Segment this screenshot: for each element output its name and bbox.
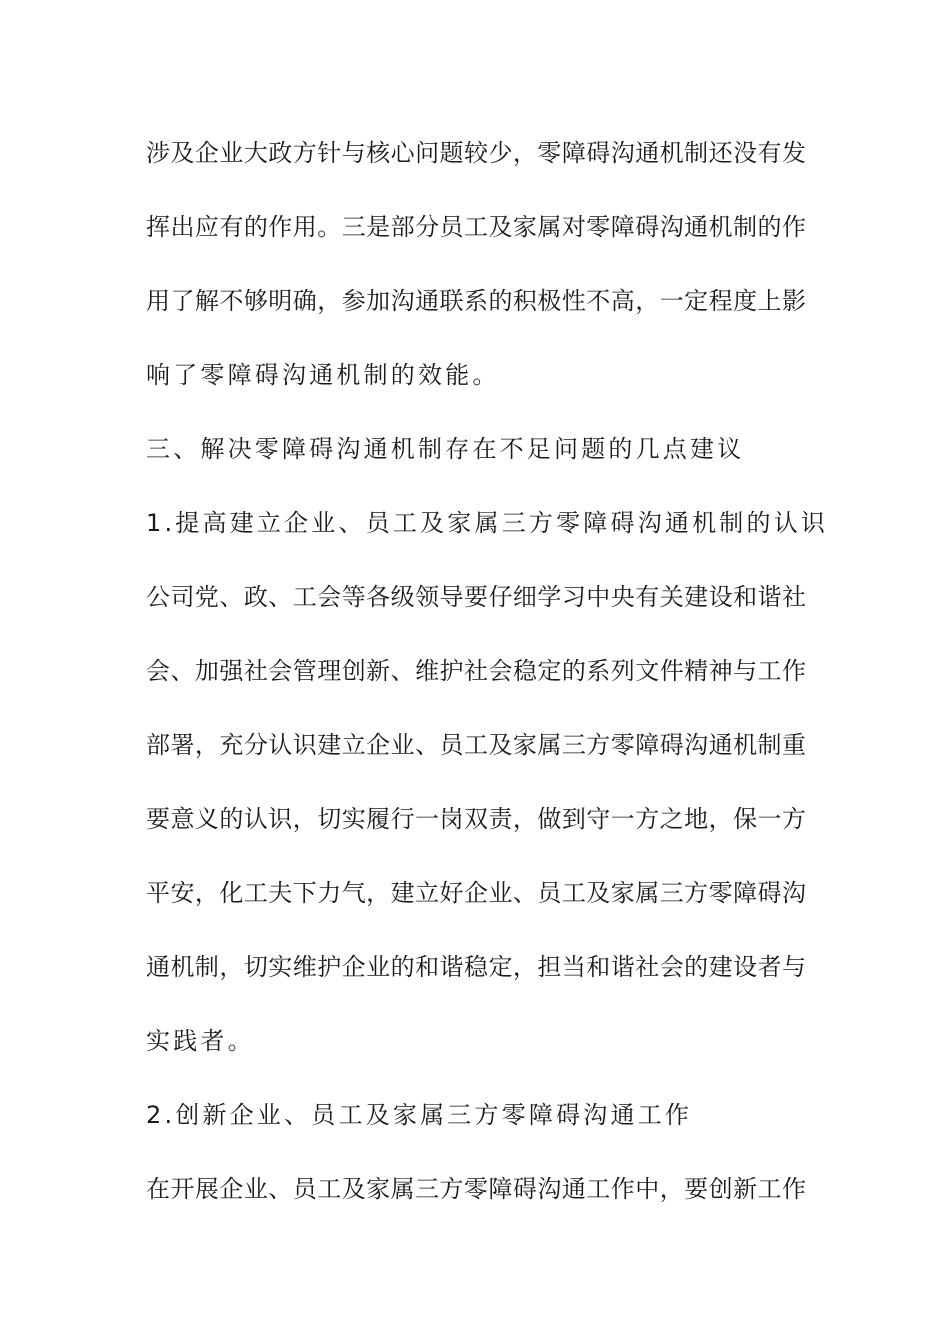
text-line: 要意义的认识，切实履行一岗双责，做到守一方之地，保一方 [146, 805, 806, 833]
text-line: 实践者。 [146, 1027, 255, 1055]
section-heading: 三、解决零障碍沟通机制存在不足问题的几点建议 [146, 435, 745, 463]
text-line: 会、加强社会管理创新、维护社会稳定的系列文件精神与工作 [146, 657, 806, 685]
text-line: 公司党、政、工会等各级领导要仔细学习中央有关建设和谐社 [146, 583, 806, 611]
text-line: 用了解不够明确，参加沟通联系的积极性不高，一定程度上影 [146, 287, 806, 315]
text-line: 涉及企业大政方针与核心问题较少，零障碍沟通机制还没有发 [146, 139, 806, 167]
text-line: 挥出应有的作用。三是部分员工及家属对零障碍沟通机制的作 [146, 213, 806, 241]
text-line: 平安，化工夫下力气，建立好企业、员工及家属三方零障碍沟 [146, 879, 806, 907]
subsection-heading: 1.提高建立企业、员工及家属三方零障碍沟通机制的认识 [146, 509, 829, 537]
text-line: 在开展企业、员工及家属三方零障碍沟通工作中，要创新工作 [146, 1175, 806, 1203]
text-line: 部署，充分认识建立企业、员工及家属三方零障碍沟通机制重 [146, 731, 806, 759]
text-line: 通机制，切实维护企业的和谐稳定，担当和谐社会的建设者与 [146, 953, 806, 981]
subsection-heading: 2.创新企业、员工及家属三方零障碍沟通工作 [146, 1101, 693, 1129]
text-line: 响了零障碍沟通机制的效能。 [146, 361, 500, 389]
